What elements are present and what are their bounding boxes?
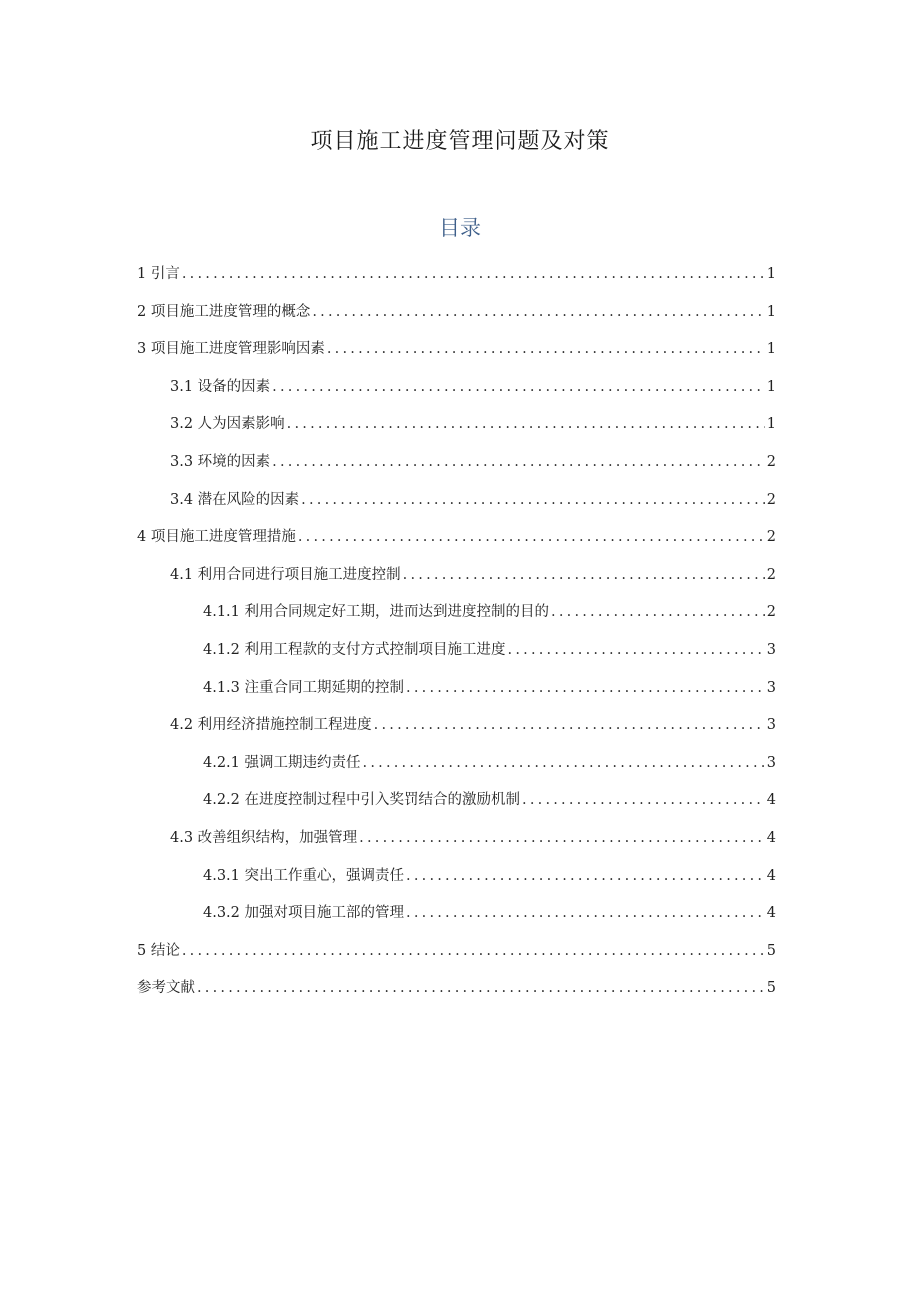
toc-entry-label: 4.1.3 注重合同工期延期的控制 [203,679,405,696]
toc-dot-leader [272,375,765,399]
toc-entry[interactable] [170,375,776,399]
toc-entry-page-number: 4 [766,905,776,922]
toc-entry-label: 4.3 改善组织结构，加强管理 [170,830,358,846]
toc-entry[interactable] [203,901,776,925]
toc-entry-label: 4.1.2 利用工程款的支付方式控制项目施工进度 [203,642,506,658]
toc-entry[interactable] [137,976,776,1000]
toc-entry[interactable] [170,826,776,850]
toc-entry[interactable] [137,525,776,549]
toc-entry[interactable] [137,262,776,286]
toc-entry-label: 4.2 利用经济措施控制工程进度 [170,717,372,734]
toc-dot-leader [508,638,765,662]
toc-entry-page-number: 1 [766,416,776,433]
toc-entry[interactable] [170,488,776,512]
toc-entry-label: 4.3.2 加强对项目施工部的管理 [203,905,405,922]
toc-entry-label: 4.1.1 利用合同规定好工期，进而达到进度控制的目的 [203,604,550,621]
toc-entry-label: 2 项目施工进度管理的概念 [137,303,311,320]
toc-dot-leader [312,300,764,324]
toc-entry-page-number: 2 [766,604,776,621]
toc-entry-page-number: 3 [766,679,776,696]
toc-entry-label: 4.2.1 强调工期违约责任 [203,754,361,771]
toc-dot-leader [359,826,765,850]
toc-entry-page-number: 3 [766,754,776,771]
toc-entry-label: 1 引言 [137,266,180,282]
toc-entry-page-number: 4 [766,830,776,846]
toc-entry-label: 4 项目施工进度管理措施 [137,529,296,546]
toc-dot-leader [406,676,765,700]
toc-entry-page-number: 3 [766,717,776,734]
toc-entry-page-number: 1 [766,303,776,320]
toc-dot-leader [522,788,765,812]
toc-entry-page-number: 5 [766,942,776,959]
toc-entry-label: 参考文献 [137,980,195,997]
toc-entry-label: 5 结论 [137,942,180,959]
toc-entry[interactable] [170,713,776,737]
toc-dot-leader [363,751,765,775]
toc-dot-leader [327,337,765,361]
toc-dot-leader [374,713,765,737]
toc-entry-label: 3.4 潜在风险的因素 [170,491,300,508]
toc-dot-leader [197,976,765,1000]
toc-entry-page-number: 2 [766,529,776,546]
toc-entry-label: 4.3.1 突出工作重心，强调责任 [203,867,405,884]
toc-entry[interactable] [137,337,776,361]
toc-entry-label: 3.1 设备的因素 [170,378,271,395]
toc-entry-page-number: 2 [766,491,776,508]
toc-entry-page-number: 2 [766,454,776,470]
toc-entry[interactable] [170,563,776,587]
toc-entry-page-number: 3 [766,642,776,658]
toc-entry-page-number: 2 [766,566,776,583]
toc-dot-leader [406,864,765,888]
toc-entry-page-number: 1 [766,341,776,358]
toc-dot-leader [301,488,765,512]
toc-dot-leader [272,450,765,474]
toc-entry-page-number: 4 [766,792,776,809]
toc-entry-page-number: 4 [766,867,776,884]
toc-entry-label: 4.2.2 在进度控制过程中引入奖罚结合的激励机制 [203,792,521,809]
toc-entry-label: 3 项目施工进度管理影响因素 [137,341,325,358]
toc-entry[interactable] [203,638,776,662]
toc-entry-label: 3.3 环境的因素 [170,454,271,470]
toc-entry[interactable] [137,939,776,963]
toc-dot-leader [406,901,765,925]
toc-dot-leader [551,600,765,624]
toc-dot-leader [182,262,765,286]
toc-dot-leader [287,412,765,436]
toc-entry[interactable] [203,600,776,624]
toc-entry-label: 4.1 利用合同进行项目施工进度控制 [170,566,401,583]
toc-entry-label: 3.2 人为因素影响 [170,416,285,433]
toc-entry[interactable] [203,676,776,700]
toc-entry[interactable] [203,864,776,888]
toc-entry[interactable] [137,300,776,324]
toc-entry[interactable] [203,751,776,775]
toc-entry-page-number: 1 [766,266,776,282]
document-title: 项目施工进度管理问题及对策 [310,129,610,154]
toc-entry-page-number: 1 [766,378,776,395]
toc-entry-page-number: 5 [766,980,776,997]
toc-dot-leader [403,563,765,587]
toc-entry[interactable] [170,412,776,436]
toc-heading: 目录 [439,216,481,240]
toc-entry[interactable] [203,788,776,812]
toc-dot-leader [182,939,765,963]
toc-entry[interactable] [170,450,776,474]
toc-dot-leader [298,525,765,549]
